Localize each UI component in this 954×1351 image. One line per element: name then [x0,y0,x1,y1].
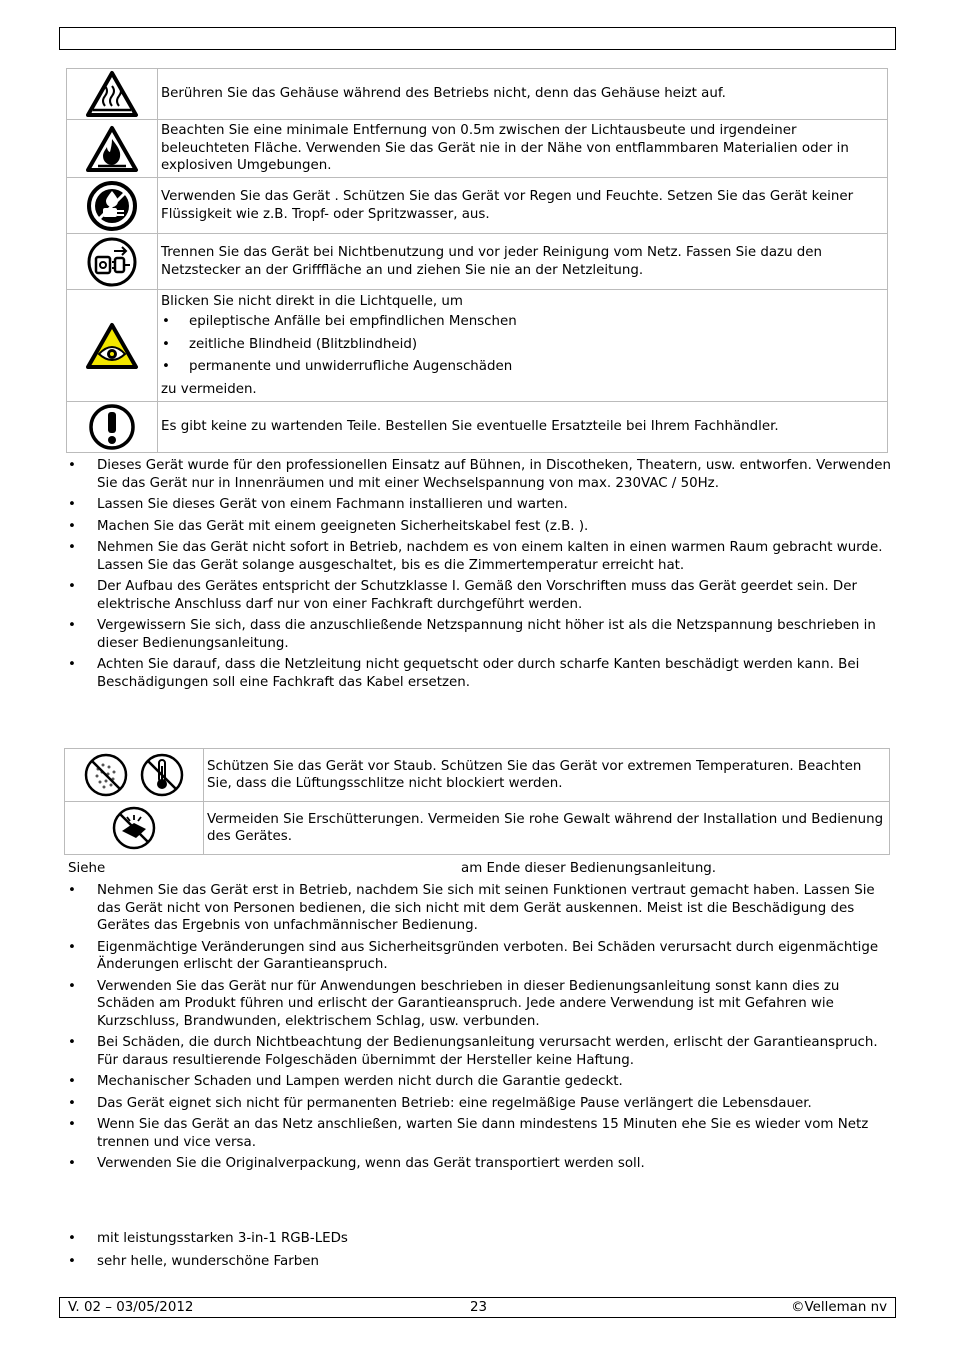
thermometer-icon [139,752,185,798]
env-text: Schützen Sie das Gerät vor Staub. Schützen Sie das Gerät vor extremen Temperaturen. Beachten Sie, dass die Lüftungsschlitze nicht blockiert werden. [204,749,890,802]
safety-text: Trennen Sie das Gerät bei Nichtbenutzung und vor jeder Reinigung vom Netz. Fassen Sie dazu den Netzstecker an der Grifffläche an und ziehen Sie nie an der Netzleitung. [158,234,888,290]
safety-row [67,290,888,402]
list-item: • Lassen Sie dieses Gerät von einem Fachmann installieren und warten. [66,496,896,514]
safety-text: Berühren Sie das Gehäuse während des Betriebs nicht, denn das Gehäuse heizt auf. [158,69,888,120]
list-item: • zeitliche Blindheid (Blitzblindheid) [161,336,884,354]
list-item: • Wenn Sie das Gerät an das Netz anschließen, warten Sie dann mindestens 15 Minuten ehe Sie es wieder vom Netz trennen und vice versa. [66,1116,896,1151]
icon-cell [67,234,158,290]
list-item: • permanente und unwiderrufliche Augenschäden [161,358,884,376]
eye-warning-text [158,290,888,402]
list-item: • Verwenden Sie die Originalverpackung, wenn das Gerät transportiert werden soll. [66,1155,896,1173]
eye-warning-intro: Blicken Sie nicht direkt in die Lichtquelle, um [161,293,463,309]
list-item: • Bei Schäden, die durch Nichtbeachtung der Bedienungsanleitung verursacht werden, erlischt der Garantieanspruch. Für daraus resultierende Folgeschäden übernimmt der Hersteller keine Haftung. [66,1034,896,1069]
list-item: • sehr helle, wunderschöne Farben [66,1253,896,1271]
flammable-icon [67,125,157,173]
safety-row [67,402,888,453]
list-item: • Verwenden Sie das Gerät nur für Anwendungen beschrieben in dieser Bedienungsanleitung sonst kann dies zu Schäden am Produkt führen und erlischt der Garantieanspruch. Jede andere Verwendung ist mit Gefahren wie Kurzschluss, Brandwunden, elektrischem Schlag, usw. verbunden. [66,978,896,1031]
env-text: Vermeiden Sie Erschütterungen. Vermeiden Sie rohe Gewalt während der Installation und Bedienung des Gerätes. [204,802,890,855]
icon-cell [65,749,204,802]
icon-cell [67,120,158,178]
safety-text: Es gibt keine zu wartenden Teile. Bestellen Sie eventuelle Ersatzteile bei Ihrem Fachhändler. [158,402,888,453]
env-row [65,802,890,855]
icon-cell [65,802,204,855]
eye-warning-outro: zu vermeiden. [161,381,257,397]
list-item: • mit leistungsstarken 3-in-1 RGB-LEDs [66,1230,896,1248]
list-item: • Vergewissern Sie sich, dass die anzuschließende Netzspannung nicht höher ist als die Netzspannung beschrieben in dieser Bedienungsanleitung. [66,617,896,652]
siehe-right: am Ende dieser Bedienungsanleitung. [461,861,717,876]
list-item: • Achten Sie darauf, dass die Netzleitung nicht gequetscht oder durch scharfe Kanten beschädigt werden kann. Bei Beschädigungen soll eine Fachkraft das Kabel ersetzen. [66,656,896,691]
siehe-left: Siehe [68,861,106,876]
safety-row [67,178,888,234]
safety-row [67,120,888,178]
general-bullets [66,457,896,695]
eye-warning-list [161,313,884,376]
unplug-icon [67,236,157,288]
list-item: • Mechanischer Schaden und Lampen werden nicht durch die Garantie gedeckt. [66,1073,896,1091]
usage-bullets [66,882,896,1177]
icon-cell [67,402,158,453]
icon-cell [67,290,158,402]
list-item: • Das Gerät eignet sich nicht für permanenten Betrieb: eine regelmäßige Pause verlängert die Lebensdauer. [66,1095,896,1113]
no-dust-icon [83,752,129,798]
no-shock-icon [65,805,203,851]
environment-table [64,748,890,855]
list-item: • Nehmen Sie das Gerät nicht sofort in Betrieb, nachdem es von einem kalten in einen warmen Raum gebracht wurde. Lassen Sie das Gerät solange ausgeschaltet, bis es die Zimmertemperatur erreicht hat. [66,539,896,574]
header-box [59,27,896,50]
eye-warning-icon [67,322,157,370]
footer-copyright: ©Velleman nv [791,1300,887,1315]
no-water-icon [67,180,157,232]
safety-table [66,68,888,453]
footer [59,1297,896,1318]
safety-text: Beachten Sie eine minimale Entfernung von 0.5m zwischen der Lichtausbeute und irgendeiner beleuchteten Fläche. Verwenden Sie das Gerät nie in der Nähe von entflammbaren Materialien oder in explosiven Umgebungen. [158,120,888,178]
list-item: • Eigenmächtige Veränderungen sind aus Sicherheitsgründen verboten. Bei Schäden verursacht durch eigenmächtige Änderungen erlischt der Garantieanspruch. [66,939,896,974]
footer-version: V. 02 – 03/05/2012 [68,1300,194,1315]
icon-cell [67,178,158,234]
list-item: • Machen Sie das Gerät mit einem geeigneten Sicherheitskabel fest (z.B. ). [66,518,896,536]
list-item: • Nehmen Sie das Gerät erst in Betrieb, nachdem Sie sich mit seinen Funktionen vertraut gemacht haben. Lassen Sie das Gerät nicht von Personen bedienen, die sich nicht mit dem Gerät auskennen. Meist ist die Beschädigung des Gerätes das Ergebnis von unfachmännischer Bedienung. [66,882,896,935]
exclamation-icon [67,404,157,450]
env-row [65,749,890,802]
safety-row [67,69,888,120]
list-item: • epileptische Anfälle bei empfindlichen Menschen [161,313,884,331]
feature-bullets [66,1230,896,1274]
safety-text: Verwenden Sie das Gerät . Schützen Sie das Gerät vor Regen und Feuchte. Setzen Sie das Gerät keiner Flüssigkeit wie z.B. Tropf- oder Spritzwasser, aus. [158,178,888,234]
hot-surface-icon [67,70,157,118]
icon-cell [67,69,158,120]
safety-row [67,234,888,290]
list-item: • Der Aufbau des Gerätes entspricht der Schutzklasse I. Gemäß den Vorschriften muss das Gerät geerdet sein. Der elektrische Anschluss darf nur von einer Fachkraft durchgeführt werden. [66,578,896,613]
page-number: 23 [470,1300,488,1315]
list-item: • Dieses Gerät wurde für den professionellen Einsatz auf Bühnen, in Discotheken, Theatern, usw. entworfen. Verwenden Sie das Gerät nur in Innenräumen und mit einer Wechselspannung von max. 230VAC / 50Hz. [66,457,896,492]
